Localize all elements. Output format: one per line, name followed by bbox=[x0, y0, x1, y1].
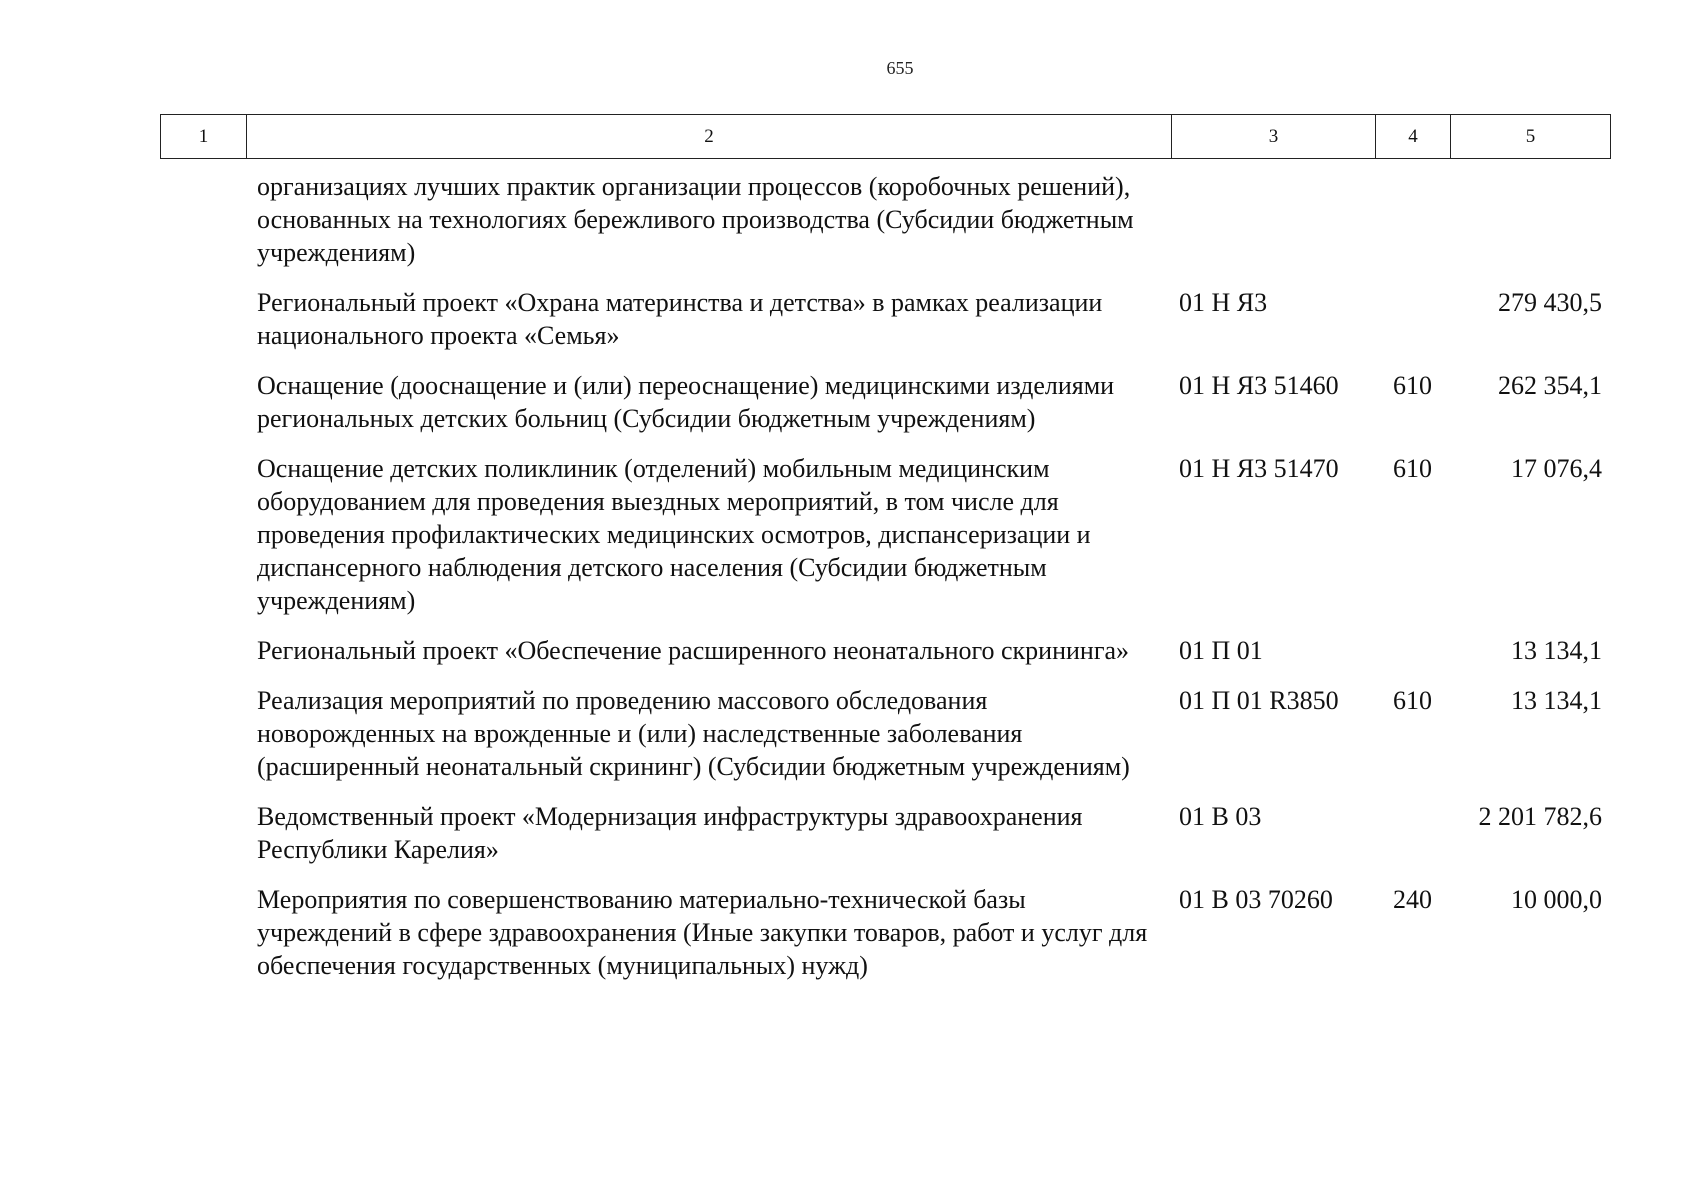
row-type bbox=[1375, 634, 1450, 684]
column-header-row bbox=[160, 114, 1611, 159]
row-name: Реализация мероприятий по проведению массового обследования новорожденных на врожденные и (или) наследственные заболевания (расширенный неонатальный скрининг) (Субсидии бюджетным учреждениям) bbox=[257, 686, 1130, 781]
row-amount: 13 134,1 bbox=[1511, 686, 1602, 715]
table-row bbox=[160, 452, 1610, 634]
table-row bbox=[160, 800, 1610, 883]
row-name: Оснащение (дооснащение и (или) переоснащение) медицинскими изделиями региональных детских больниц (Субсидии бюджетным учреждениям) bbox=[257, 371, 1115, 433]
row-type bbox=[1375, 800, 1450, 883]
column-header-5: 5 bbox=[1451, 115, 1611, 159]
row-code: 01 В 03 70260 bbox=[1179, 885, 1333, 914]
row-amount: 2 201 782,6 bbox=[1478, 802, 1602, 831]
row-name: Мероприятия по совершенствованию материально-технической базы учреждений в сфере здравоохранения (Иные закупки товаров, работ и услуг для обеспечения государственных (муниципальных) нужд) bbox=[257, 885, 1148, 980]
page-number: 655 bbox=[886, 58, 914, 78]
table-row bbox=[160, 684, 1610, 800]
row-code: 01 Н Я3 51460 bbox=[1179, 371, 1339, 400]
row-code: 01 П 01 R3850 bbox=[1179, 686, 1339, 715]
row-name: организациях лучших практик организации процессов (коробочных решений), основанных на технологиях бережливого производства (Субсидии бюджетным учреждениям) bbox=[257, 172, 1134, 267]
row-code: 01 Н Я3 51470 bbox=[1179, 454, 1339, 483]
budget-table bbox=[160, 170, 1610, 999]
table-row bbox=[160, 286, 1610, 369]
row-code bbox=[1171, 170, 1375, 286]
row-amount: 10 000,0 bbox=[1511, 885, 1602, 914]
row-name: Региональный проект «Обеспечение расширенного неонатального скрининга» bbox=[257, 636, 1130, 665]
table-row bbox=[160, 170, 1610, 286]
row-code: 01 П 01 bbox=[1179, 636, 1263, 665]
column-header-2: 2 bbox=[247, 115, 1172, 159]
row-amount: 13 134,1 bbox=[1511, 636, 1602, 665]
row-name: Оснащение детских поликлиник (отделений) мобильным медицинским оборудованием для проведения выездных мероприятий, в том числе для проведения профилактических медицинских осмотров, диспансеризации и диспансерного наблюдения детского населения (Субсидии бюджетным учреждениям) bbox=[257, 454, 1091, 615]
row-type: 610 bbox=[1393, 371, 1432, 400]
row-type bbox=[1375, 170, 1450, 286]
row-name: Ведомственный проект «Модернизация инфраструктуры здравоохранения Республики Карелия» bbox=[257, 802, 1083, 864]
row-amount bbox=[1450, 170, 1610, 286]
row-code: 01 В 03 bbox=[1179, 802, 1262, 831]
column-header-1: 1 bbox=[161, 115, 247, 159]
row-amount: 279 430,5 bbox=[1498, 288, 1602, 317]
row-type: 610 bbox=[1393, 686, 1432, 715]
column-header-4: 4 bbox=[1376, 115, 1451, 159]
row-type: 240 bbox=[1393, 885, 1432, 914]
row-name: Региональный проект «Охрана материнства и детства» в рамках реализации национального проекта «Семья» bbox=[257, 288, 1103, 350]
table-row bbox=[160, 634, 1610, 684]
row-type: 610 bbox=[1393, 454, 1432, 483]
row-amount: 262 354,1 bbox=[1498, 371, 1602, 400]
row-amount: 17 076,4 bbox=[1511, 454, 1602, 483]
column-header-3: 3 bbox=[1172, 115, 1376, 159]
row-type bbox=[1375, 286, 1450, 369]
table-row bbox=[160, 369, 1610, 452]
row-code: 01 Н Я3 bbox=[1179, 288, 1268, 317]
table-row bbox=[160, 883, 1610, 999]
